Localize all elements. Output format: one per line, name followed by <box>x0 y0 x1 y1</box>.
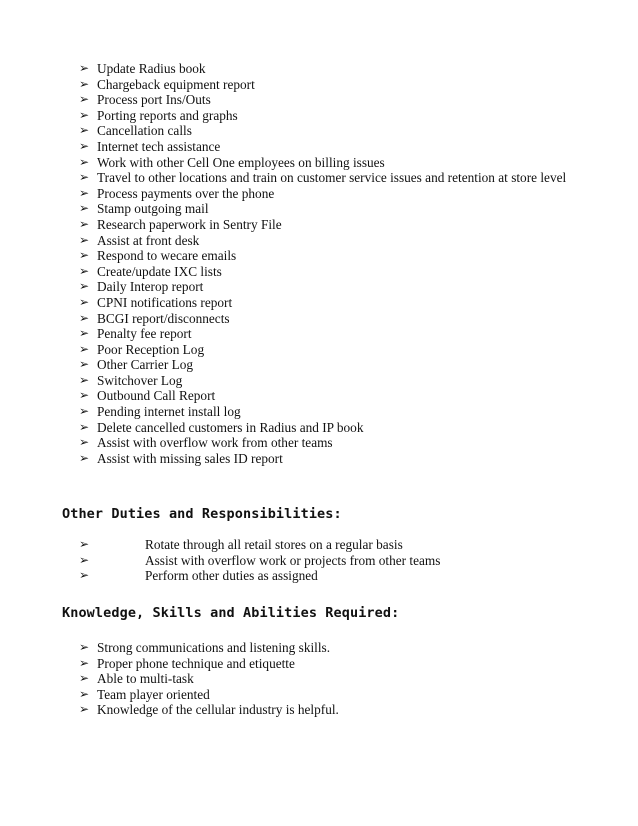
arrow-bullet-icon: ➢ <box>79 92 90 107</box>
list-item-text: Able to multi-task <box>97 671 194 687</box>
arrow-bullet-icon: ➢ <box>79 76 90 91</box>
list-item-text: Pending internet install log <box>97 404 241 420</box>
list-item-text: Rotate through all retail stores on a regular basis <box>145 537 403 552</box>
arrow-bullet-icon: ➢ <box>79 248 90 263</box>
list-item-text: Assist with overflow work or projects from other teams <box>145 552 441 568</box>
list-item-text: BCGI report/disconnects <box>97 310 230 326</box>
list-item <box>79 76 567 93</box>
list-item <box>79 326 567 342</box>
arrow-bullet-icon: ➢ <box>79 107 90 122</box>
list-item <box>79 419 567 436</box>
list-item-text: Daily Interop report <box>97 279 204 295</box>
list-item <box>79 310 567 327</box>
list-item <box>79 92 567 108</box>
list-item <box>79 232 567 249</box>
list-item <box>79 294 567 311</box>
arrow-bullet-icon: ➢ <box>79 201 90 216</box>
list-item-text: Strong communications and listening skills. <box>97 640 331 655</box>
arrow-bullet-icon: ➢ <box>79 450 90 465</box>
list-item <box>79 435 567 451</box>
list-item <box>79 263 567 280</box>
list-item-text: Cancellation calls <box>97 123 192 139</box>
arrow-bullet-icon: ➢ <box>79 537 90 551</box>
list-item <box>79 123 567 139</box>
list-item <box>79 388 567 404</box>
arrow-bullet-icon: ➢ <box>79 388 90 403</box>
arrow-bullet-icon: ➢ <box>79 655 90 670</box>
list-item-text: Other Carrier Log <box>97 357 193 373</box>
arrow-bullet-icon: ➢ <box>79 372 90 387</box>
list-item-text: Respond to wecare emails <box>97 248 237 264</box>
list-item <box>79 248 567 264</box>
list-item <box>79 201 567 217</box>
list-item-text: Assist at front desk <box>97 232 200 248</box>
list-item-text: Create/update IXC lists <box>97 263 222 279</box>
list-item-text: Internet tech assistance <box>97 138 221 154</box>
arrow-bullet-icon: ➢ <box>79 138 90 153</box>
ksa-heading: Knowledge, Skills and Abilities Required: <box>62 605 400 621</box>
arrow-bullet-icon: ➢ <box>79 326 90 341</box>
list-item <box>79 537 585 553</box>
list-item-text: Knowledge of the cellular industry is helpful. <box>97 702 339 718</box>
responsibilities-list <box>79 61 567 466</box>
other-duties-list <box>79 537 585 584</box>
list-item <box>79 552 585 569</box>
arrow-bullet-icon: ➢ <box>79 294 90 309</box>
list-item-text: Perform other duties as assigned <box>145 568 318 584</box>
list-item <box>79 671 567 687</box>
arrow-bullet-icon: ➢ <box>79 154 90 169</box>
list-item-text: Porting reports and graphs <box>97 107 238 123</box>
ksa-list <box>79 640 567 718</box>
list-item-text: Team player oriented <box>97 686 210 702</box>
list-item-text: Switchover Log <box>97 372 183 388</box>
list-item <box>79 640 567 656</box>
arrow-bullet-icon: ➢ <box>79 671 90 686</box>
list-item <box>79 216 567 233</box>
list-item <box>79 138 567 155</box>
list-item <box>79 686 567 703</box>
list-item <box>79 404 567 420</box>
arrow-bullet-icon: ➢ <box>79 404 90 419</box>
list-item <box>79 702 567 718</box>
list-item-text: Delete cancelled customers in Radius and IP book <box>97 419 364 435</box>
arrow-bullet-icon: ➢ <box>79 310 90 325</box>
list-item-text: Work with other Cell One employees on billing issues <box>97 154 385 170</box>
arrow-bullet-icon: ➢ <box>79 170 90 185</box>
arrow-bullet-icon: ➢ <box>79 216 90 231</box>
arrow-bullet-icon: ➢ <box>79 232 90 247</box>
list-item-text: Proper phone technique and etiquette <box>97 655 295 671</box>
arrow-bullet-icon: ➢ <box>79 123 90 138</box>
list-item <box>79 170 567 186</box>
list-item-text: Penalty fee report <box>97 326 192 342</box>
arrow-bullet-icon: ➢ <box>79 702 90 717</box>
list-item <box>79 372 567 389</box>
list-item <box>79 450 567 467</box>
list-item-text: Process port Ins/Outs <box>97 92 211 108</box>
arrow-bullet-icon: ➢ <box>79 185 90 200</box>
arrow-bullet-icon: ➢ <box>79 552 90 567</box>
arrow-bullet-icon: ➢ <box>79 357 90 372</box>
list-item <box>79 341 567 358</box>
arrow-bullet-icon: ➢ <box>79 568 90 583</box>
list-item-text: Process payments over the phone <box>97 185 275 201</box>
arrow-bullet-icon: ➢ <box>79 686 90 701</box>
list-item-text: Outbound Call Report <box>97 388 216 404</box>
list-item-text: Update Radius book <box>97 61 206 76</box>
arrow-bullet-icon: ➢ <box>79 341 90 356</box>
arrow-bullet-icon: ➢ <box>79 61 90 75</box>
other-duties-heading: Other Duties and Responsibilities: <box>62 506 342 522</box>
list-item-text: Assist with overflow work from other teams <box>97 435 333 451</box>
arrow-bullet-icon: ➢ <box>79 279 90 294</box>
arrow-bullet-icon: ➢ <box>79 419 90 434</box>
list-item-text: Poor Reception Log <box>97 341 205 357</box>
arrow-bullet-icon: ➢ <box>79 640 90 654</box>
list-item <box>79 154 567 171</box>
list-item-text: Chargeback equipment report <box>97 76 255 92</box>
list-item <box>79 279 567 295</box>
list-item <box>79 185 567 202</box>
list-item <box>79 61 567 77</box>
arrow-bullet-icon: ➢ <box>79 263 90 278</box>
list-item-text: CPNI notifications report <box>97 294 233 310</box>
list-item-text: Stamp outgoing mail <box>97 201 209 217</box>
list-item <box>79 568 585 584</box>
list-item-text: Research paperwork in Sentry File <box>97 216 282 232</box>
list-item-text: Assist with missing sales ID report <box>97 450 283 466</box>
list-item-text: Travel to other locations and train on customer service issues and retention at store level <box>97 170 567 186</box>
list-item <box>79 107 567 124</box>
list-item <box>79 357 567 373</box>
arrow-bullet-icon: ➢ <box>79 435 90 450</box>
list-item <box>79 655 567 672</box>
